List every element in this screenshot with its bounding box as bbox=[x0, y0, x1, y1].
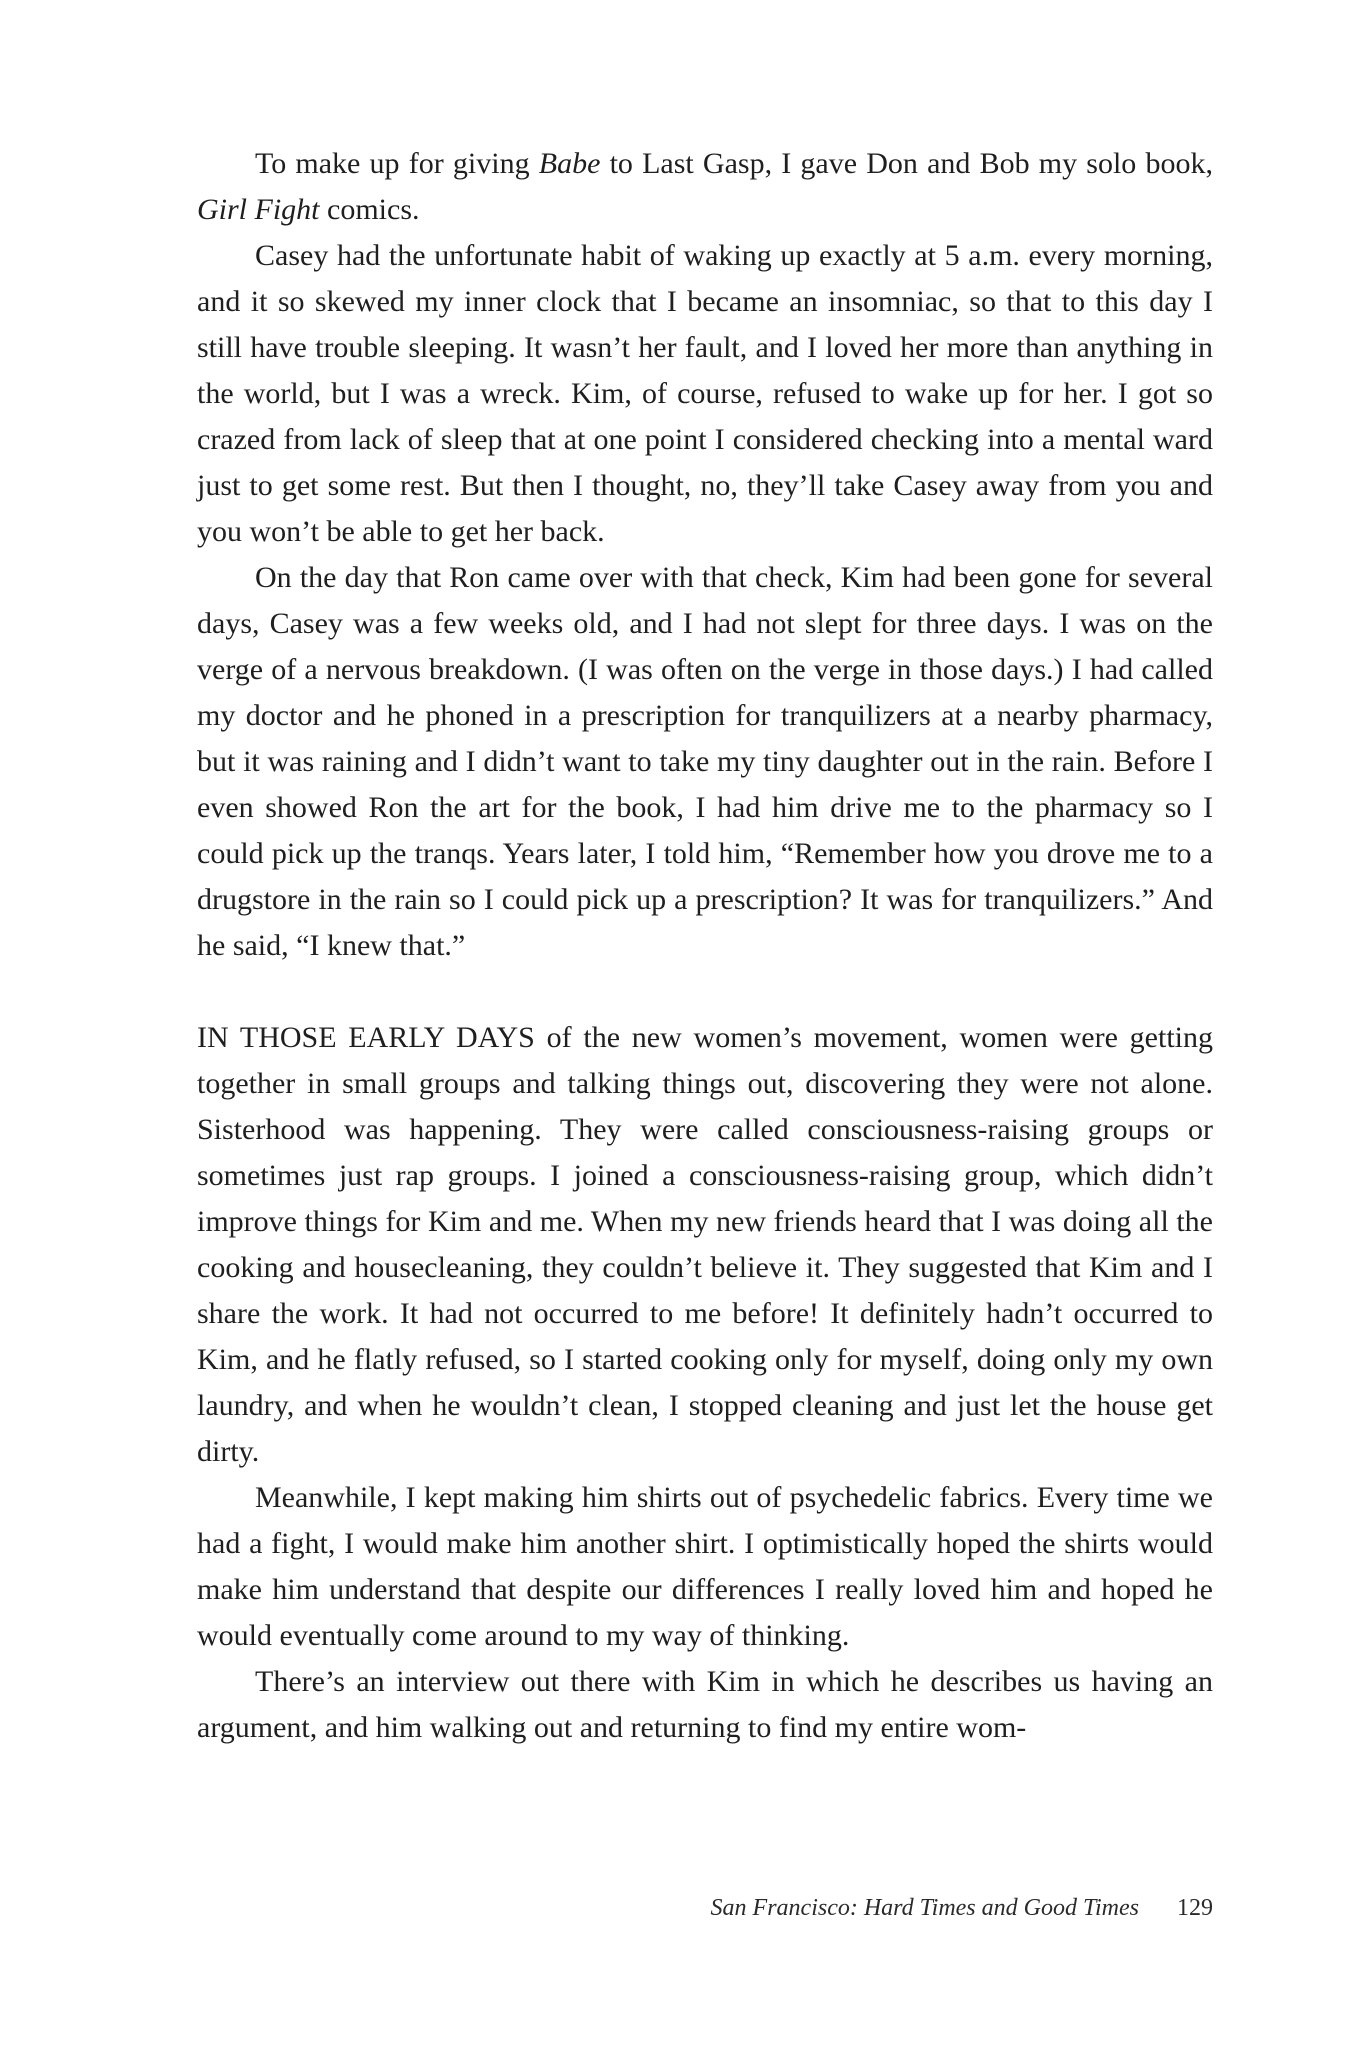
page-number: 129 bbox=[1177, 1895, 1213, 1921]
book-title-babe: Babe bbox=[538, 147, 601, 180]
paragraph-2: Casey had the unfortunate habit of waking up exactly at 5 a.m. every morning, and it so skewed my inner clock that I became an insomniac, so that to this day I still have trouble sleeping. It wasn’t her fault, and I loved her more than anything in the world, but I was a wreck. Kim, of course, refused to wake up for her. I got so crazed from lack of sleep that at one point I considered checking into a mental ward just to get some rest. But then I thought, no, they’ll take Casey away from you and you won’t be able to get her back. bbox=[197, 239, 1213, 548]
running-head: San Francisco: Hard Times and Good Times bbox=[710, 1895, 1139, 1921]
paragraph-3: On the day that Ron came over with that check, Kim had been gone for several days, Casey was a few weeks old, and I had not slept for three days. I was on the verge of a nervous breakdown. (I was often on the verge in those days.) I had called my doctor and he phoned in a prescription for tranquilizers at a nearby pharmacy, but it was raining and I didn’t want to take my tiny daughter out in the rain. Before I even showed Ron the art for the book, I had him drive me to the pharmacy so I could pick up the tranqs. Years later, I told him, “Remember how you drove me to a drugstore in the rain so I could pick up a prescription? It was for tranquilizers.” And he said, “I knew that.” bbox=[197, 561, 1213, 962]
paragraph-5: Meanwhile, I kept making him shirts out of psychedelic fabrics. Every time we had a fight, I would make him another shirt. I optimistically hoped the shirts would make him understand that despite our differences I really loved him and hoped he would eventually come around to my way of thinking. bbox=[197, 1481, 1213, 1652]
paragraph-6: There’s an interview out there with Kim in which he describes us having an argument, and him walking out and returning to find my entire wom- bbox=[197, 1665, 1213, 1744]
paragraph-4: IN THOSE EARLY DAYS of the new women’s movement, women were getting together in small groups and talking things out, discovering they were not alone. Sisterhood was happening. They were called consciousness-raising groups or sometimes just rap groups. I joined a consciousness-raising group, which didn’t improve things for Kim and me. When my new friends heard that I was doing all the cooking and housecleaning, they couldn’t believe it. They suggested that Kim and I share the work. It had not occurred to me before! It definitely hadn’t occurred to Kim, and he flatly refused, so I started cooking only for myself, doing only my own laundry, and when he wouldn’t clean, I stopped cleaning and just let the house get dirty. bbox=[197, 1021, 1213, 1468]
paragraph-1: To make up for giving Babe to Last Gasp, I gave Don and Bob my solo book, Girl Fight comics. bbox=[197, 147, 1213, 226]
section-lead-in: IN THOSE EARLY DAYS bbox=[197, 1021, 535, 1054]
page-footer bbox=[711, 1893, 1213, 1923]
book-title-girl-fight: Girl Fight bbox=[197, 193, 320, 226]
body-text bbox=[197, 141, 1213, 1751]
